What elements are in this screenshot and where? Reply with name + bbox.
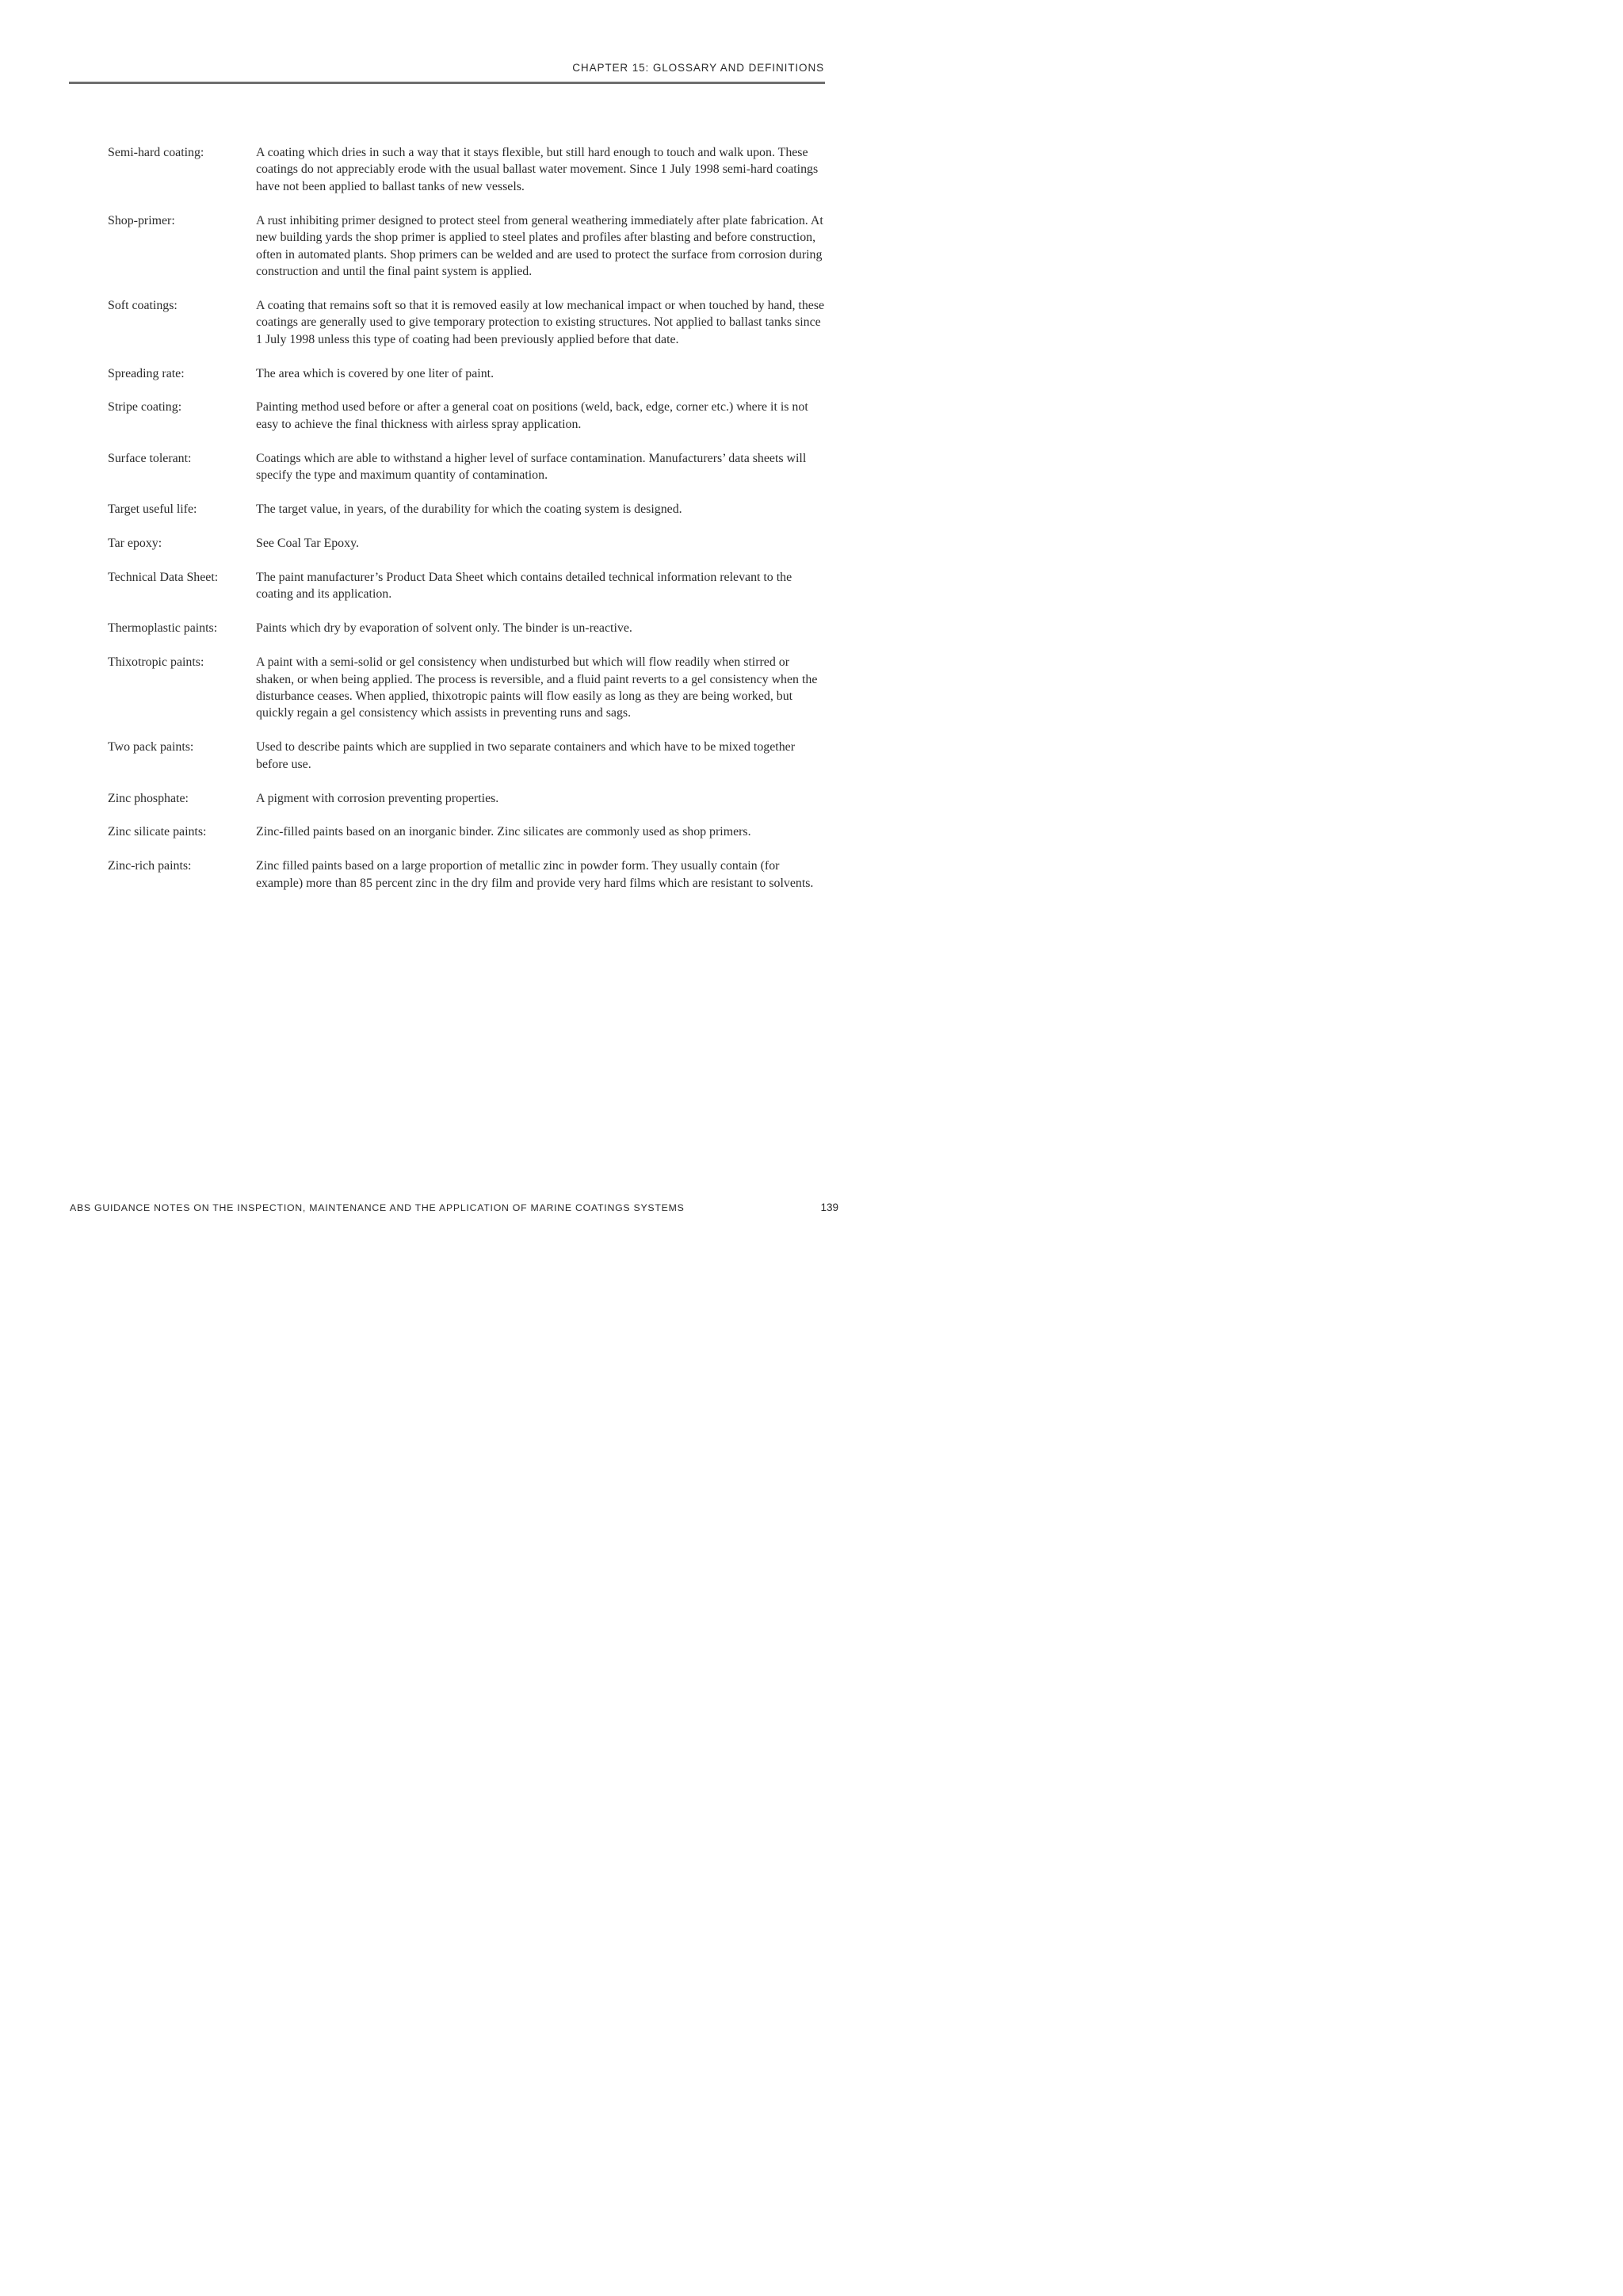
glossary-term: Two pack paints: [108, 740, 194, 755]
glossary-term: Tar epoxy: [108, 537, 162, 550]
glossary-entry [108, 212, 826, 281]
glossary-definition: A paint with a semi-solid or gel consistency when undisturbed but which will flow readily when stirred or shaken, or when being applied. The process is reversible, and a fluid paint reverts to a gel consistency when the disturbance ceases. When applied, thixotropic paints will flow easily as long as they are being worked, but quickly regain a gel consistency which assists in preventing runs and sags. [256, 655, 818, 720]
glossary-term: Shop-primer: [108, 213, 175, 227]
glossary-term: Zinc silicate paints: [108, 825, 207, 839]
glossary-definition: The target value, in years, of the durability for which the coating system is designed. [256, 502, 682, 517]
glossary-entry [108, 790, 826, 807]
glossary-term: Stripe coating: [108, 400, 182, 415]
glossary-term: Zinc-rich paints: [108, 859, 192, 873]
glossary-entry [108, 739, 826, 773]
glossary-list [108, 144, 826, 909]
glossary-entry [108, 620, 826, 636]
glossary-term: Technical Data Sheet: [108, 570, 219, 584]
glossary-definition: The paint manufacturer’s Product Data Sheet which contains detailed technical information relevant to the coating and its application. [256, 570, 792, 602]
glossary-definition: A pigment with corrosion preventing properties. [256, 791, 499, 805]
glossary-definition: Used to describe paints which are supplied in two separate containers and which have to be mixed together before use. [256, 740, 795, 771]
glossary-entry [108, 858, 826, 892]
glossary-definition: Zinc filled paints based on a large proportion of metallic zinc in powder form. They usually contain (for example) more than 85 percent zinc in the dry film and provide very hard films which are resistant to solvents. [256, 859, 814, 890]
glossary-entry [108, 450, 826, 484]
glossary-definition: Zinc-filled paints based on an inorganic binder. Zinc silicates are commonly used as shop primers. [256, 825, 751, 839]
glossary-entry [108, 501, 826, 518]
glossary-definition: Paints which dry by evaporation of solvent only. The binder is un-reactive. [256, 621, 632, 636]
glossary-definition: The area which is covered by one liter of paint. [256, 366, 495, 380]
glossary-term: Surface tolerant: [108, 451, 192, 465]
glossary-term: Thermoplastic paints: [108, 621, 218, 636]
glossary-term: Semi-hard coating: [108, 146, 204, 159]
glossary-term: Soft coatings: [108, 298, 178, 312]
glossary-definition: See Coal Tar Epoxy. [256, 537, 359, 550]
publication-title: ABS GUIDANCE NOTES ON THE INSPECTION, MAINTENANCE AND THE APPLICATION OF MARINE COATINGS SYSTEMS [70, 1202, 685, 1213]
glossary-definition: A rust inhibiting primer designed to protect steel from general weathering immediately after plate fabrication. At new building yards the shop primer is applied to steel plates and profiles after blasting and before construction, often in automated plants. Shop primers can be welded and are used to protect the surface from corrosion during construction and until the final paint system is applied. [256, 213, 823, 278]
glossary-term: Spreading rate: [108, 366, 185, 380]
glossary-term: Zinc phosphate: [108, 791, 189, 805]
glossary-entry [108, 399, 826, 433]
chapter-title: CHAPTER 15: GLOSSARY AND DEFINITIONS [572, 62, 824, 74]
glossary-entry [108, 535, 826, 552]
glossary-definition: A coating which dries in such a way that it stays flexible, but still hard enough to touch and walk upon. These coatings do not appreciably erode with the usual ballast water movement. Since 1 July 1998 semi-hard coatings have not been applied to ballast tanks of new vessels. [256, 146, 819, 193]
glossary-entry [108, 365, 826, 382]
glossary-entry [108, 569, 826, 603]
glossary-term: Target useful life: [108, 502, 197, 517]
glossary-entry [108, 144, 826, 195]
glossary-entry [108, 297, 826, 348]
glossary-definition: A coating that remains soft so that it is removed easily at low mechanical impact or when touched by hand, these coatings are generally used to give temporary protection to existing structures. Not applied to ballast tanks since 1 July 1998 unless this type of coating had been previously applied before that date. [256, 298, 825, 346]
page-number: 139 [820, 1201, 838, 1213]
header-rule [69, 82, 825, 84]
glossary-definition: Coatings which are able to withstand a higher level of surface contamination. Manufacturers’ data sheets will specify the type and maximum quantity of contamination. [256, 451, 807, 483]
glossary-term: Thixotropic paints: [108, 655, 204, 670]
glossary-entry [108, 654, 826, 722]
glossary-entry [108, 823, 826, 840]
glossary-definition: Painting method used before or after a general coat on positions (weld, back, edge, corner etc.) where it is not easy to achieve the final thickness with airless spray application. [256, 400, 808, 431]
